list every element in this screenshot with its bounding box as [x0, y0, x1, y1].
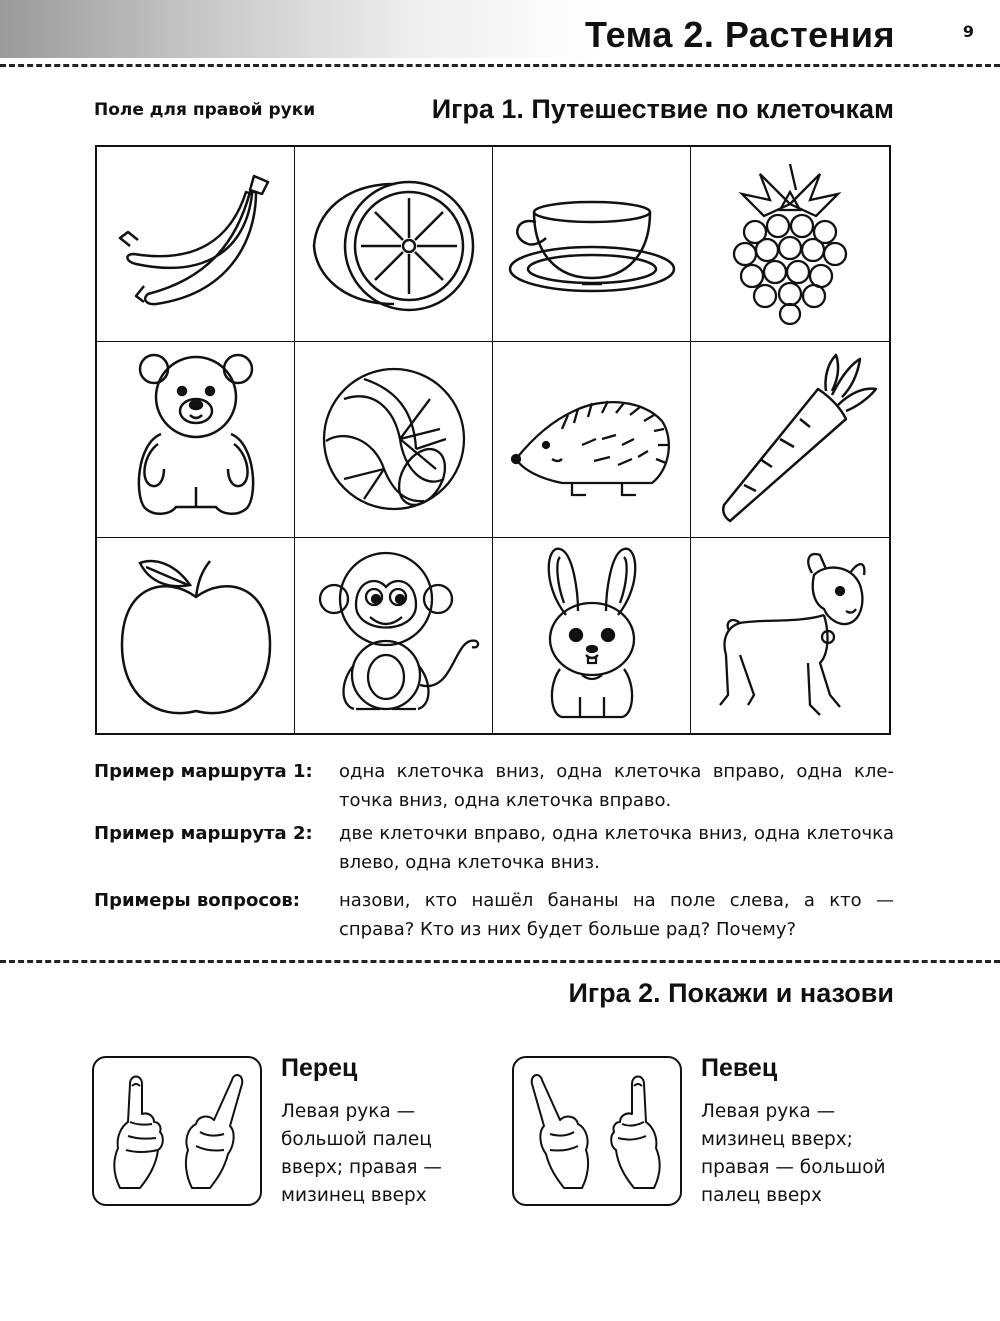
grid-cell-cabbage[interactable]: [295, 342, 493, 537]
grid-cell-teddy-bear[interactable]: [97, 342, 295, 537]
grid-cell-goat[interactable]: [691, 538, 889, 733]
grid-cell-apple[interactable]: [97, 538, 295, 733]
teddy-bear-icon: [106, 349, 286, 529]
grid-cell-teacup[interactable]: [493, 147, 691, 342]
page-number: 9: [962, 22, 974, 41]
page-title: Тема 2. Растения: [584, 14, 895, 55]
question-examples: [94, 886, 904, 944]
route-example-2: [94, 819, 904, 877]
monkey-icon: [304, 545, 484, 725]
picture-grid: [95, 145, 891, 735]
hands-image-box: [512, 1056, 682, 1206]
header-background: [0, 0, 600, 58]
hands-pinky-thumb-icon: [522, 1066, 672, 1196]
word-description: Левая рука — мизинец вверх; правая — большой палец вверх: [701, 1101, 886, 1206]
word-description: Левая рука — большой палец вверх; правая — мизинец вверх: [281, 1101, 442, 1206]
grid-cell-bunny[interactable]: [493, 538, 691, 733]
route-example-label: Пример маршрута 1:: [94, 761, 313, 782]
carrot-icon: [700, 349, 880, 529]
lemon-icon: [304, 154, 484, 334]
grid-cell-carrot[interactable]: [691, 342, 889, 537]
grid-cell-raspberry[interactable]: [691, 147, 889, 342]
bunny-icon: [502, 545, 682, 725]
raspberry-icon: [700, 154, 880, 334]
question-examples-text: назови, кто нашёл бананы на поле слева, а кто — справа? Кто из них будет больше рад? Почему?: [339, 890, 894, 940]
goat-icon: [700, 545, 880, 725]
hands-image-box: [92, 1056, 262, 1206]
route-example-label: Пример маршрута 2:: [94, 823, 313, 844]
cabbage-icon: [304, 349, 484, 529]
grid-cell-monkey[interactable]: [295, 538, 493, 733]
field-label: Поле для правой руки: [94, 100, 316, 120]
apple-icon: [106, 545, 286, 725]
question-examples-label: Примеры вопросов:: [94, 890, 300, 911]
grid-cell-banana[interactable]: [97, 147, 295, 342]
route-example-text: одна клеточка вниз, одна клеточка вправо, одна клеточка вниз, одна клеточка вправо.: [339, 761, 894, 811]
route-example-1: [94, 757, 904, 815]
word-title: Певец: [701, 1054, 778, 1082]
hands-thumb-pinky-icon: [102, 1066, 252, 1196]
word-title: Перец: [281, 1054, 358, 1082]
header-divider: [0, 64, 1000, 67]
route-example-text: две клеточки вправо, одна клеточка вниз, одна клеточка влево, одна клеточка вниз.: [339, 823, 894, 873]
game2-title: Игра 2. Покажи и назови: [568, 978, 894, 1008]
grid-cell-hedgehog[interactable]: [493, 342, 691, 537]
banana-icon: [106, 154, 286, 334]
teacup-icon: [502, 154, 682, 334]
section-divider: [0, 960, 1000, 963]
grid-cell-lemon[interactable]: [295, 147, 493, 342]
game1-title: Игра 1. Путешествие по клеточкам: [431, 94, 894, 124]
hedgehog-icon: [502, 349, 682, 529]
